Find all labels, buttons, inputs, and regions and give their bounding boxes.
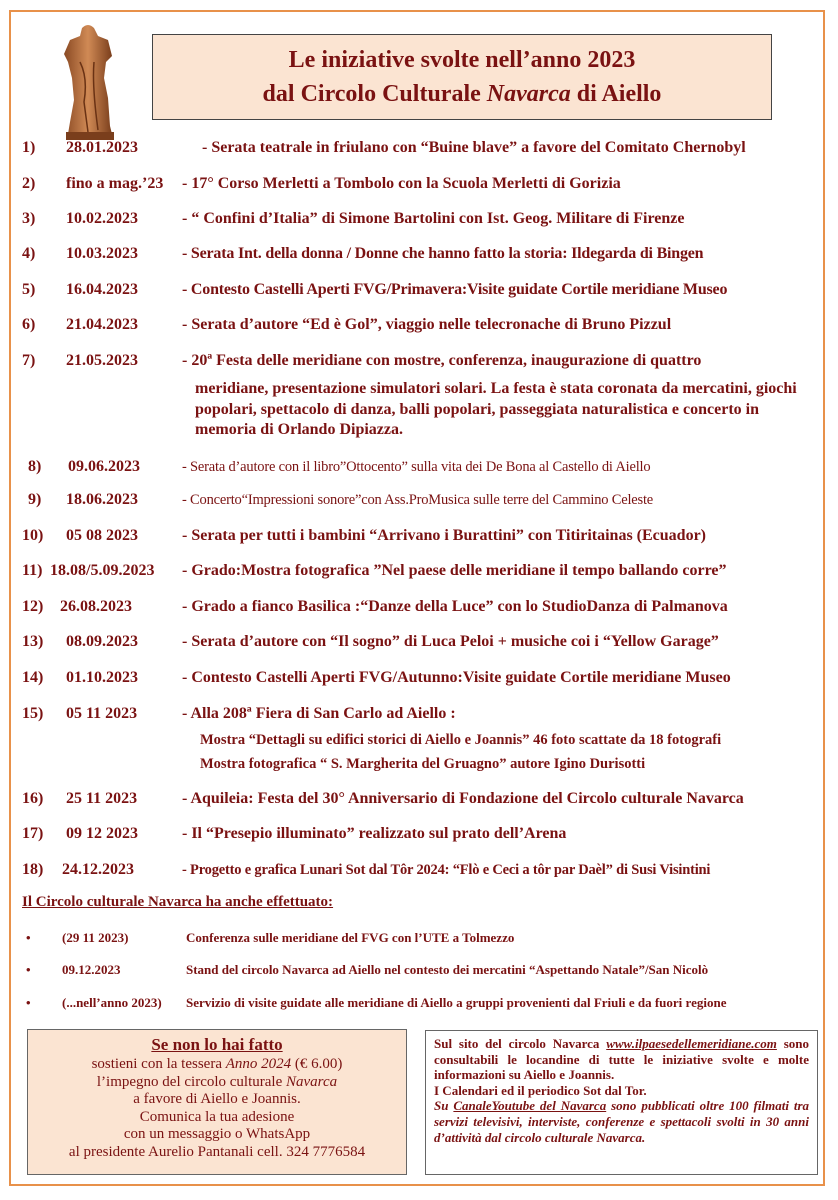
event-date: 10.03.2023 [66, 245, 138, 262]
event-description: - Serata teatrale in friulano con “Buine blave” a favore del Comitato Chernobyl [202, 139, 746, 156]
event-row [22, 489, 812, 511]
event-date: 05 08 2023 [66, 527, 138, 544]
support-line: a favore di Aiello e Joannis. [133, 1091, 301, 1107]
event-date: 05 11 2023 [66, 705, 138, 722]
event-sub-line: Mostra fotografica “ S. Margherita del Gruagno” autore Igino Durisotti [200, 756, 646, 772]
event-description: - Contesto Castelli Aperti FVG/Primavera:Visite guidate Cortile meridiane Museo [182, 281, 728, 298]
event-description: - “ Confini d’Italia” di Simone Bartolini con Ist. Geog. Militare di Firenze [182, 210, 685, 227]
event-number: 1) [22, 139, 36, 156]
event-number: 12) [22, 598, 44, 615]
event-description: - Progetto e grafica Lunari Sot dal Tôr 2024: “Flò e Ceci a tôr par Daèl” di Susi Visintini [182, 862, 711, 878]
event-row [22, 137, 812, 159]
support-italic: Anno 2024 [225, 1056, 292, 1072]
also-item-text: Servizio di visite guidate alle meridiane di Aiello a gruppi provenienti dal Friuli e da fuori regione [186, 995, 727, 1010]
event-date: 16.04.2023 [66, 281, 138, 298]
event-number: 10) [22, 527, 44, 544]
event-row [22, 703, 812, 725]
also-section-title: Il Circolo culturale Navarca ha anche effettuato: [22, 894, 334, 910]
event-row [22, 560, 812, 582]
event-date: 25 11 2023 [66, 790, 138, 807]
title-italic: Navarca [486, 81, 571, 107]
support-box [27, 1029, 407, 1175]
support-contact: al presidente Aurelio Pantanali cell. 324 7776584 [68, 1143, 366, 1160]
youtube-channel-link[interactable]: CanaleYoutube del Navarca [453, 1098, 607, 1114]
event-number: 17) [22, 825, 44, 842]
event-row [22, 788, 812, 810]
event-row [22, 279, 812, 301]
bullet-icon: • [26, 995, 31, 1010]
event-date: 01.10.2023 [66, 669, 138, 686]
support-price: (€ 6.00) [294, 1056, 343, 1072]
also-item-text: Stand del circolo Navarca ad Aiello nel contesto dei mercatini “Aspettando Natale”/San Nicolò [186, 962, 709, 977]
event-description: - Serata d’autore “Ed è Gol”, viaggio nelle telecronache di Bruno Pizzul [182, 316, 672, 333]
event-row [22, 596, 812, 618]
event-description: - Contesto Castelli Aperti FVG/Autunno:Visite guidate Cortile meridiane Museo [182, 669, 731, 686]
support-text: l’impegno del circolo culturale [96, 1073, 283, 1090]
event-number: 5) [22, 281, 36, 298]
info-body: sono consultabili le locandine di tutte le iniziative svolte e molte informazioni su Aiello e Joannis. [434, 1036, 809, 1083]
also-list-item [26, 961, 816, 979]
event-number: 18) [22, 861, 44, 878]
event-row [22, 667, 812, 689]
info-calendari: I Calendari ed il periodico Sot dal Tor. [434, 1082, 647, 1098]
event-number: 2) [22, 175, 36, 192]
event-row [22, 243, 812, 265]
event-date: 08.09.2023 [66, 633, 138, 650]
event-sub-line: Mostra “Dettagli su edifici storici di Aiello e Joannis” 46 foto scattate da 18 fotografi [200, 732, 722, 748]
event-number: 3) [22, 210, 36, 227]
event-number: 14) [22, 669, 44, 686]
event-description: - Grado:Mostra fotografica ”Nel paese delle meridiane il tempo ballando corre” [182, 562, 727, 579]
event-description: - Serata Int. della donna / Donne che hanno fatto la storia: Ildegarda di Bingen [182, 245, 704, 262]
event-description: - Concerto“Impressioni sonore”con Ass.ProMusica sulle terre del Cammino Celeste [182, 492, 654, 508]
info-youtube-text: sono pubblicati oltre 100 filmati tra servizi televisivi, interviste, conferenze e spettacoli svolti in 30 anni d’attività dal circolo culturale Navarca. [434, 1098, 810, 1145]
event-description: - Serata d’autore con “Il sogno” di Luca Peloi + musiche coi i “Yellow Garage” [182, 633, 719, 650]
event-row [22, 456, 812, 478]
info-box [425, 1030, 818, 1175]
bullet-icon: • [26, 930, 31, 945]
support-line [28, 1074, 406, 1092]
page-title-line2 [153, 77, 771, 111]
title-box [152, 34, 772, 120]
also-list-item [26, 929, 816, 947]
title-suffix: di Aiello [576, 81, 662, 107]
event-description: - Il “Presepio illuminato” realizzato sul prato dell’Arena [182, 825, 567, 842]
event-number: 13) [22, 633, 44, 650]
event-number: 4) [22, 245, 36, 262]
event-row [22, 631, 812, 653]
roman-statue-image [58, 22, 120, 140]
event-row [22, 525, 812, 547]
support-heading: Se non lo hai fatto [151, 1035, 283, 1054]
event-continuation: meridiane, presentazione simulatori solari. La festa è stata coronata da mercatini, giochi popolari, spettacolo di danza, balli popolari, passeggiata naturalistica e concerto in memoria di Orlando Dipiazza. [195, 380, 797, 438]
event-row [22, 173, 812, 195]
event-description: - Serata d’autore con il libro”Ottocento” sulla vita dei De Bona al Castello di Aiello [182, 459, 651, 475]
info-su: Su [434, 1098, 449, 1114]
also-item-date: (29 11 2023) [62, 930, 129, 945]
event-row [22, 859, 812, 881]
event-date: 09 12 2023 [66, 825, 138, 842]
also-list-item [26, 994, 816, 1012]
support-text: sostieni con la tessera [91, 1056, 222, 1072]
event-date: 21.04.2023 [66, 316, 138, 333]
event-date: 09.06.2023 [68, 458, 140, 475]
page-title-line1: Le iniziative svolte nell’anno 2023 [288, 47, 636, 73]
event-row [22, 350, 812, 372]
support-italic: Navarca [286, 1073, 338, 1090]
event-description: - Serata per tutti i bambini “Arrivano i Burattini” con Titiritainas (Ecuador) [182, 527, 707, 544]
event-number: 15) [22, 705, 44, 722]
title-prefix: dal Circolo Culturale [262, 81, 481, 107]
support-line [28, 1056, 406, 1074]
event-number: 7) [22, 352, 36, 369]
event-row [22, 208, 812, 230]
website-link[interactable]: www.ilpaesedellemeridiane.com [606, 1036, 777, 1051]
support-line: Comunica la tua adesione [139, 1108, 295, 1125]
event-date: 24.12.2023 [62, 861, 134, 878]
event-description: - Grado a fianco Basilica :“Danze della Luce” con lo StudioDanza di Palmanova [182, 598, 728, 615]
event-number: 8) [28, 458, 42, 475]
event-date: 18.06.2023 [66, 491, 138, 508]
bullet-icon: • [26, 962, 31, 977]
event-date: 10.02.2023 [66, 210, 138, 227]
support-line: con un messaggio o WhatsApp [123, 1126, 311, 1142]
also-item-date: (...nell’anno 2023) [62, 995, 162, 1010]
event-date: 28.01.2023 [66, 139, 138, 156]
info-prefix: Sul sito del circolo Navarca [434, 1036, 600, 1051]
event-date: 18.08/5.09.2023 [50, 562, 155, 579]
event-number: 11) [22, 562, 43, 579]
event-row [22, 314, 812, 336]
event-date: 21.05.2023 [66, 352, 138, 369]
also-item-text: Conferenza sulle meridiane del FVG con l’UTE a Tolmezzo [186, 930, 515, 945]
event-description: - Alla 208ª Fiera di San Carlo ad Aiello : [182, 705, 456, 722]
event-description: - Aquileia: Festa del 30° Anniversario di Fondazione del Circolo culturale Navarca [182, 790, 744, 807]
also-item-date: 09.12.2023 [62, 962, 121, 977]
event-date: fino a mag.’23 [66, 175, 164, 192]
event-description: - 17° Corso Merletti a Tombolo con la Scuola Merletti di Gorizia [182, 175, 621, 192]
event-date: 26.08.2023 [60, 598, 132, 615]
event-number: 6) [22, 316, 36, 333]
event-row [22, 823, 812, 845]
event-description: - 20ª Festa delle meridiane con mostre, conferenza, inaugurazione di quattro [182, 352, 702, 369]
event-number: 16) [22, 790, 44, 807]
event-number: 9) [28, 491, 42, 508]
